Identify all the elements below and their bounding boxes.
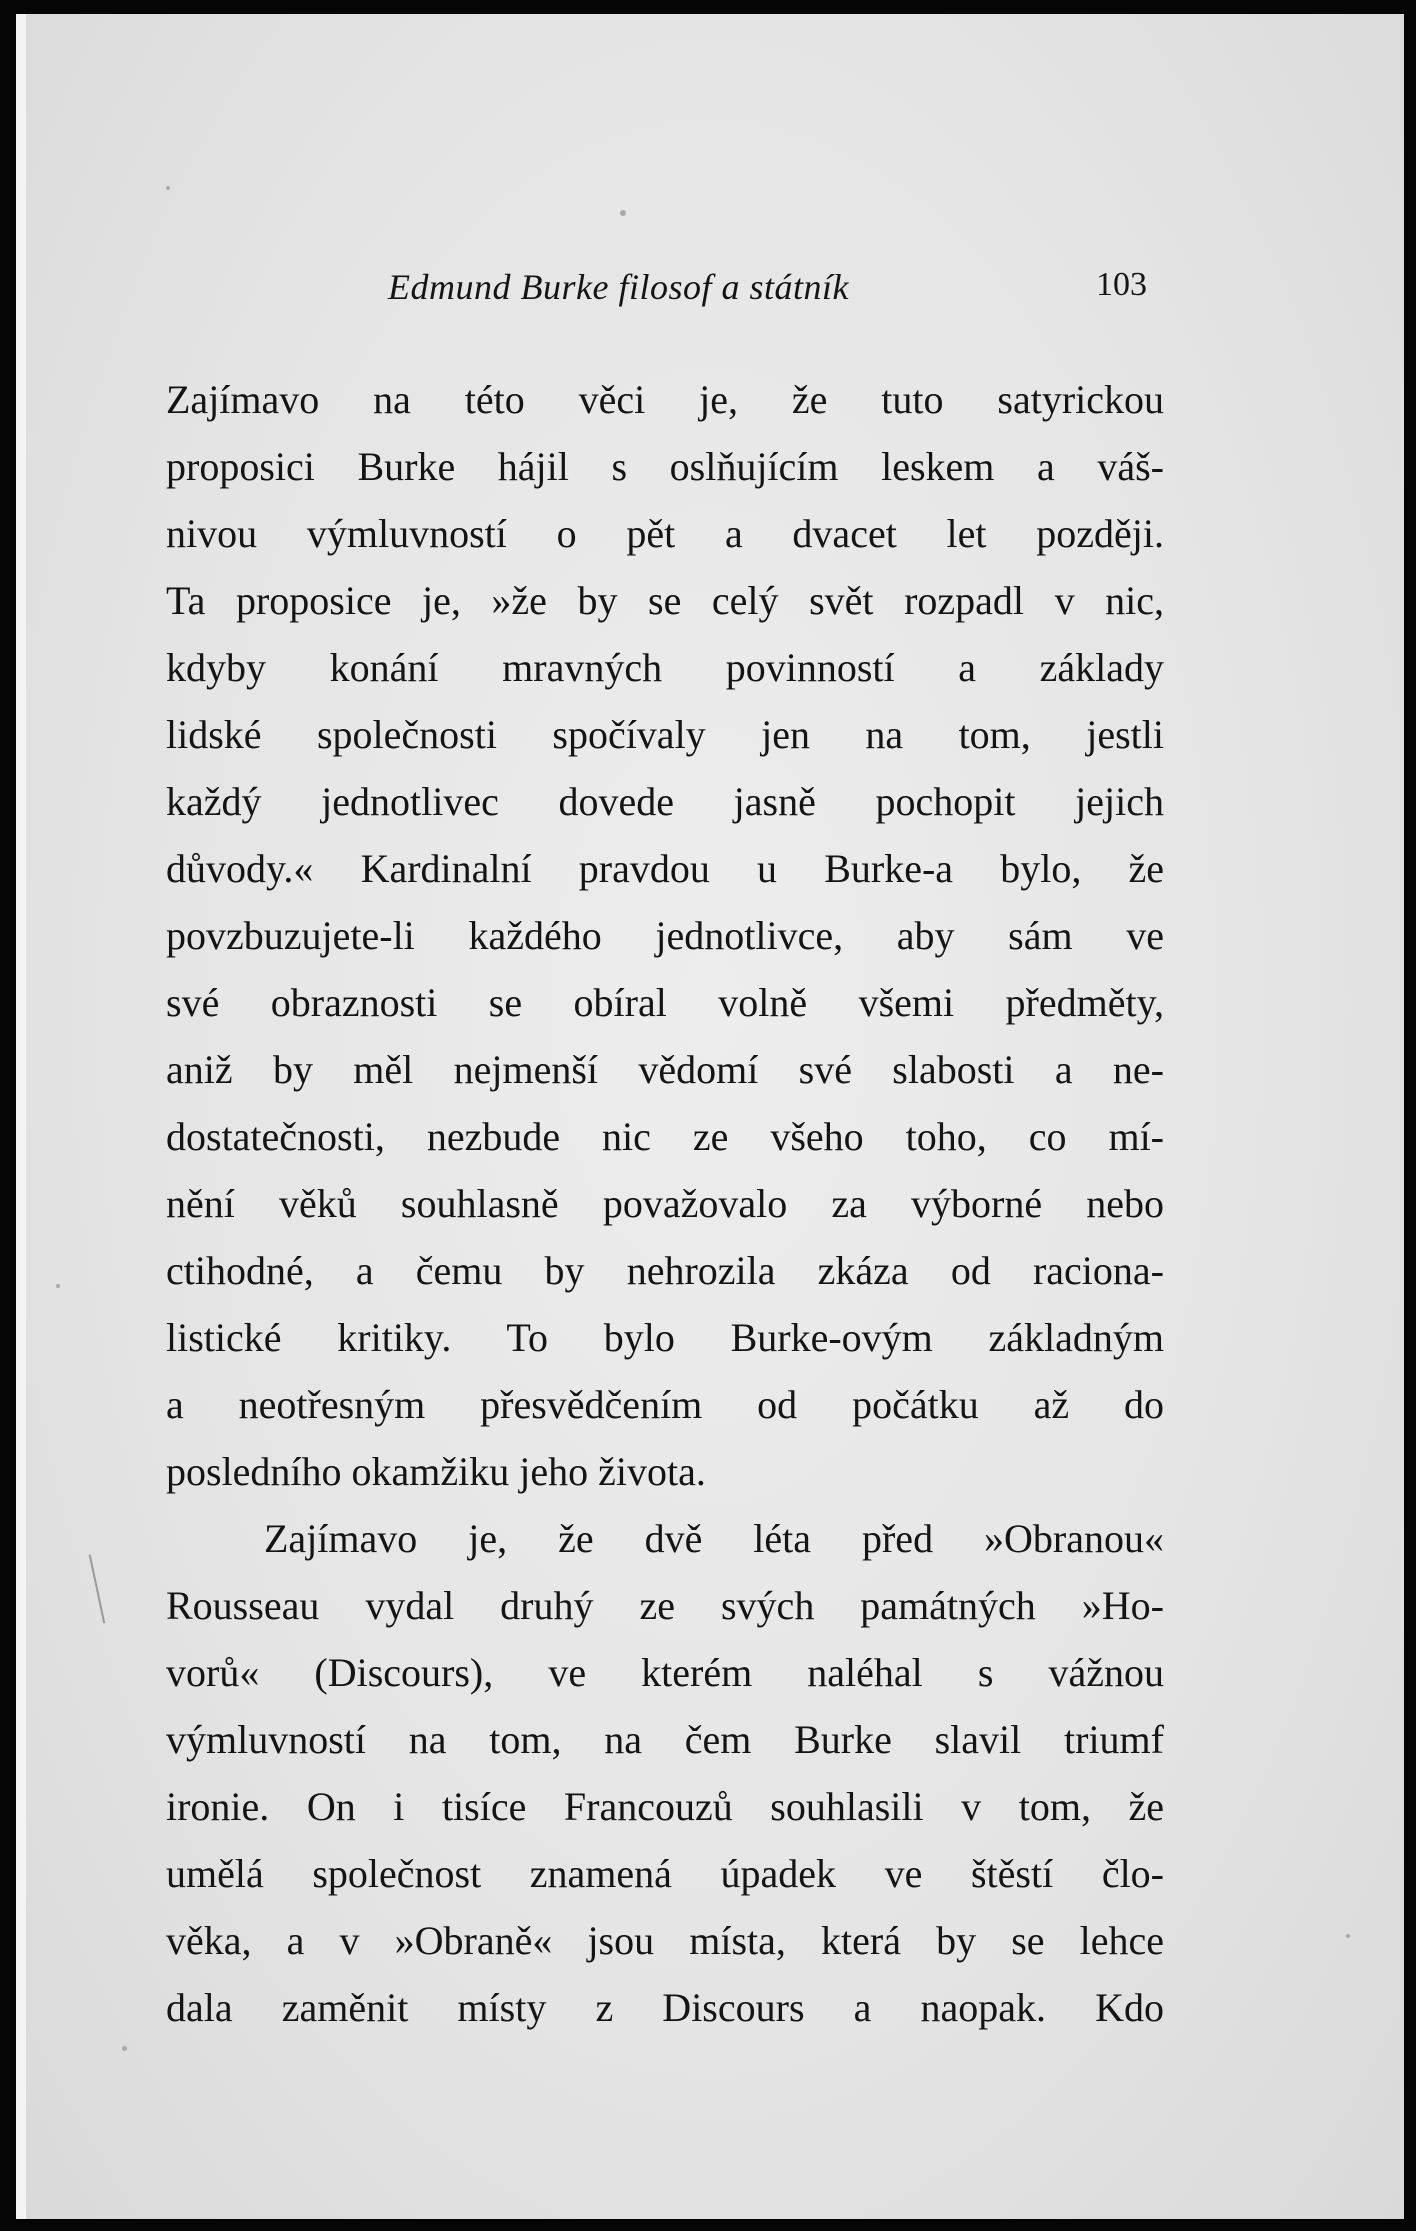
text-line: nivou výmluvností o pět a dvacet let později. <box>166 511 1164 556</box>
text-line: Ta proposice je, »že by se celý svět rozpadl v nic, <box>166 578 1164 623</box>
text-line: dostatečnosti, nezbude nic ze všeho toho, co mí- <box>166 1114 1164 1159</box>
text-line: nění věků souhlasně považovalo za výborné nebo <box>166 1181 1164 1226</box>
text-line: své obraznosti se obíral volně všemi předměty, <box>166 980 1164 1025</box>
book-page <box>16 14 1404 2219</box>
text-line: vorů« (Discours), ve kterém naléhal s vážnou <box>166 1650 1164 1695</box>
paper-speck <box>56 1284 60 1288</box>
paper-speck <box>620 210 626 216</box>
text-line: Zajímavo na této věci je, že tuto satyrickou <box>166 377 1164 422</box>
text-line: důvody.« Kardinalní pravdou u Burke-a bylo, že <box>166 846 1164 891</box>
paper-speck <box>122 2046 127 2051</box>
text-line: lidské společnosti spočívaly jen na tom, jestli <box>166 712 1164 757</box>
text-line: kdyby konání mravných povinností a základy <box>166 645 1164 690</box>
page-number: 103 <box>1096 266 1147 303</box>
text-line: Rousseau vydal druhý ze svých památných »Ho- <box>166 1583 1164 1628</box>
text-line: ctihodné, a čemu by nehrozila zkáza od raciona- <box>166 1248 1164 1293</box>
text-line: umělá společnost znamená úpadek ve štěstí člo- <box>166 1851 1164 1896</box>
paper-speck <box>1346 1934 1350 1938</box>
text-line: povzbuzujete-li každého jednotlivce, aby sám ve <box>166 913 1164 958</box>
text-line: Zajímavo je, že dvě léta před »Obranou« <box>264 1516 1164 1561</box>
text-line: aniž by měl nejmenší vědomí své slabosti a ne- <box>166 1047 1164 1092</box>
text-line: každý jednotlivec dovede jasně pochopit jejich <box>166 779 1164 824</box>
page-edge <box>16 14 26 2219</box>
text-line: věka, a v »Obraně« jsou místa, která by se lehce <box>166 1918 1164 1963</box>
paper-scratch <box>89 1555 106 1624</box>
text-line: listické kritiky. To bylo Burke-ovým základným <box>166 1315 1164 1360</box>
text-line: ironie. On i tisíce Francouzů souhlasili v tom, že <box>166 1784 1164 1829</box>
text-line: dala zaměnit místy z Discours a naopak. Kdo <box>166 1985 1164 2030</box>
text-line: a neotřesným přesvědčením od počátku až do <box>166 1382 1164 1427</box>
running-title: Edmund Burke filosof a státník <box>388 267 849 307</box>
text-line: proposici Burke hájil s oslňujícím leskem a váš- <box>166 444 1164 489</box>
text-line: posledního okamžiku jeho života. <box>166 1449 706 1494</box>
text-line: výmluvností na tom, na čem Burke slavil triumf <box>166 1717 1164 1762</box>
paper-speck <box>166 186 170 190</box>
page-header <box>16 266 1404 314</box>
body-text <box>166 366 1164 2041</box>
